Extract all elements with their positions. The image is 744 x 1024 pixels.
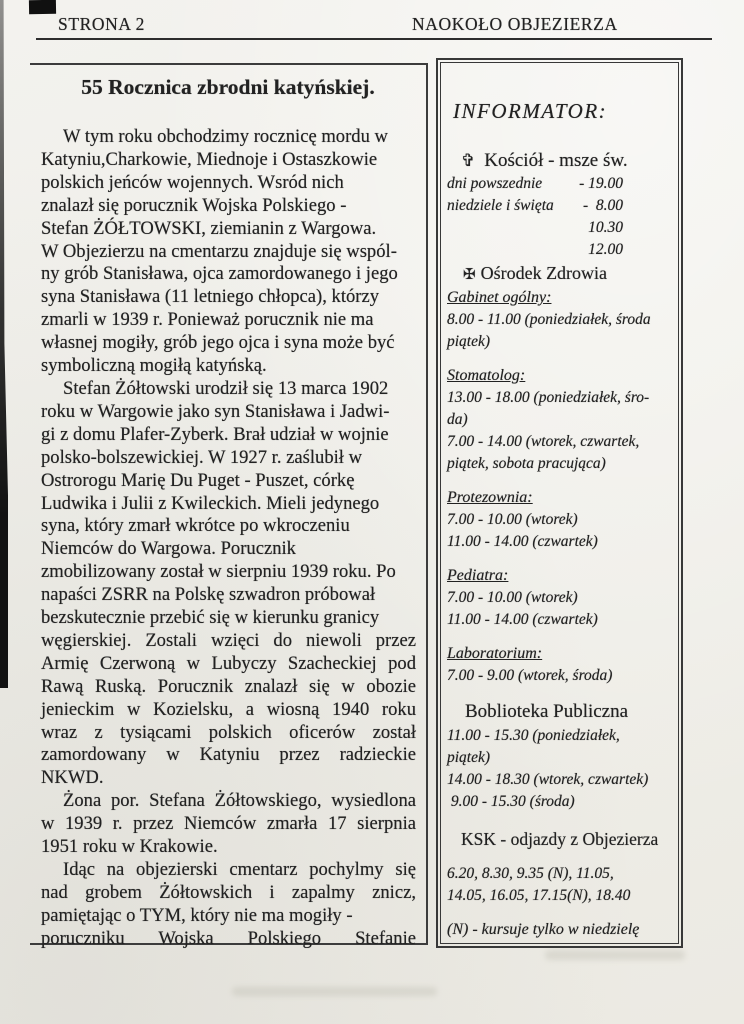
health-section-name: Gabinet ogólny:	[447, 289, 552, 306]
health-schedule	[447, 287, 674, 687]
mass-schedule-row	[447, 239, 674, 261]
bus-note: (N) - kursuje tylko w niedzielę	[447, 921, 640, 938]
article-line: Stefan ŻÓŁTOWSKI, ziemianin z Wargowa.	[41, 217, 377, 239]
mass-schedule-row	[447, 173, 674, 195]
health-section-hours: piątek)	[447, 333, 491, 350]
article-frame	[30, 63, 428, 949]
bus-departures-heading: KSK - odjazdy z Objezierza	[461, 829, 659, 849]
health-section-hours: 7.00 - 14.00 (wtorek, czwartek,	[447, 433, 640, 450]
scan-corner-artifact	[29, 0, 56, 14]
article-line: zmarli w 1939 r. Ponieważ porucznik nie ma	[41, 309, 374, 331]
mass-time: 12.00	[588, 241, 623, 258]
article-line: znalazł się porucznik Wojska Polskiego -	[41, 194, 347, 216]
article-line: polskich jeńców wojennych. Wsród nich	[41, 171, 344, 193]
article-line: NKWD.	[41, 767, 104, 789]
library-hours-line: piątek)	[447, 749, 491, 766]
scan-edge-artifact	[0, 0, 8, 688]
article-line: Ludwika i Julii z Kwileckich. Mieli jedynego	[41, 492, 380, 514]
bus-departure-times	[447, 863, 674, 907]
health-section-hours: 11.00 - 14.00 (czwartek)	[447, 611, 598, 628]
health-cross-icon: ✠	[463, 267, 476, 283]
mass-time: - 19.00	[579, 175, 623, 192]
article-line: zmobilizowany został w sierpniu 1939 roku. Po	[41, 561, 396, 583]
article-line: W Objezierzu na cmentarzu znajduje się wspól-	[41, 240, 397, 262]
article-line: Armię Czerwoną w Lubyczy Szacheckiej pod	[41, 652, 416, 674]
informator-box-inner	[440, 62, 679, 944]
health-section	[447, 287, 674, 353]
church-cross-icon: ✞	[461, 151, 476, 170]
informator-title: INFORMATOR:	[453, 99, 608, 123]
mass-schedule-row	[447, 195, 674, 217]
article-line: bezskutecznie przebić się w kierunku granicy	[41, 607, 380, 629]
church-heading	[461, 149, 674, 173]
article-line: Ostrorogu Marię Du Puget - Puszet, córkę	[41, 469, 355, 491]
health-section-hours: 8.00 - 11.00 (poniedziałek, środa	[447, 311, 651, 328]
health-section-hours: 7.00 - 10.00 (wtorek)	[447, 589, 578, 606]
health-section-hours: 11.00 - 14.00 (czwartek)	[447, 533, 598, 550]
article-line: węgierskiej. Zostali wzięci do niewoli przez	[41, 629, 416, 651]
article-line: wraz z tysiącami polskich oficerów został	[41, 721, 416, 743]
health-section-hours: da)	[447, 411, 468, 428]
article-line: Rawą Ruską. Porucznik znalazł się w obozie	[41, 675, 416, 697]
article-line: gi z domu Plafer-Zyberk. Brał udział w wojnie	[41, 423, 389, 445]
article-line: pamiętając o TYM, który nie ma mogiły -	[41, 904, 353, 926]
article-line: Katyniu,Charkowie, Miednoje i Ostaszkowie	[41, 148, 378, 170]
article-line: symboliczną mogiłą katyńską.	[41, 355, 267, 377]
library-heading: Boblioteka Publiczna	[465, 701, 629, 722]
page-number-label: STRONA 2	[58, 14, 145, 34]
bleed-through-artifact	[545, 950, 685, 960]
health-section	[447, 487, 674, 553]
article-line: Idąc na objezierski cmentarz pochylmy się	[63, 859, 416, 880]
article-line: nad grobem Żółtowskich i zapalmy znicz,	[41, 881, 416, 903]
library-hours-line: 14.00 - 18.30 (wtorek, czwartek)	[447, 771, 649, 788]
health-section-name: Stomatolog:	[447, 367, 526, 384]
article-line: napaści ZSRR na Polskę szwadron próbował	[41, 584, 376, 606]
article-line: w 1939 r. przez Niemców zmarła 17 sierpnia	[41, 813, 416, 835]
health-section-name: Laboratorium:	[447, 645, 543, 662]
church-heading-label: Kościół - msze św.	[484, 150, 628, 171]
article-line: syna, który zmarł wkrótce po wkroczeniu	[41, 515, 350, 537]
article-line: Stefan Żółtowski urodził się 13 marca 1902	[63, 377, 389, 399]
health-section-hours: 7.00 - 9.00 (wtorek, środa)	[447, 667, 613, 684]
article-line: 1951 roku w Krakowie.	[41, 836, 218, 858]
mass-schedule-row	[447, 217, 674, 239]
health-section	[447, 643, 674, 687]
article-line: ny grób Stanisława, ojca zamordowanego i jego	[41, 263, 398, 285]
newsletter-title: NAOKOŁO OBJEZIERZA	[412, 14, 618, 34]
bus-times-line: 14.05, 16.05, 17.15(N), 18.40	[447, 887, 631, 904]
article-line: W tym roku obchodzimy rocznicę mordu w	[63, 126, 388, 147]
informator-box	[436, 58, 683, 948]
article-line: jenieckim w Kozielsku, a wiosną 1940 roku	[41, 698, 416, 720]
mass-time: - 8.00	[582, 197, 623, 214]
health-center-heading	[463, 261, 674, 287]
library-hours-line: 11.00 - 15.30 (poniedziałek,	[447, 727, 620, 744]
article-body	[30, 100, 426, 951]
health-section-name: Pediatra:	[447, 567, 509, 584]
article-line: roku w Wargowie jako syn Stanisława i Jadwi-	[41, 400, 390, 422]
mass-day-label	[447, 239, 565, 261]
article-line: Niemców do Wargowa. Porucznik	[41, 538, 296, 560]
article-line: własnej mogiły, grób jego ojca i syna może być	[41, 332, 395, 354]
health-section-hours: 7.00 - 10.00 (wtorek)	[447, 511, 578, 528]
article-line: poruczniku Wojska Polskiego Stefanie	[41, 927, 416, 949]
mass-time: 10.30	[588, 219, 623, 236]
mass-schedule	[447, 173, 674, 261]
bleed-through-artifact	[232, 987, 437, 996]
health-section-hours: piątek, sobota pracująca)	[447, 455, 606, 472]
health-section	[447, 365, 674, 475]
library-hours-line: 9.00 - 15.30 (środa)	[447, 793, 575, 810]
health-section-name: Protezownia:	[447, 489, 533, 506]
header-rule	[36, 38, 712, 40]
health-section-hours: 13.00 - 18.00 (poniedziałek, śro-	[447, 389, 650, 406]
mass-day-label	[447, 217, 565, 239]
health-section	[447, 565, 674, 631]
mass-day-label: niedziele i święta	[447, 197, 554, 214]
article-line: zamordowany w Katyniu przez radzieckie	[41, 744, 416, 766]
article-line: syna Stanisława (11 letniego chłopca), którzy	[41, 286, 380, 308]
library-schedule	[447, 725, 674, 813]
article-title: 55 Rocznica zbrodni katyńskiej.	[81, 75, 375, 99]
mass-day-label: dni powszednie	[447, 175, 543, 192]
bus-times-line: 6.20, 8.30, 9.35 (N), 11.05,	[447, 865, 614, 882]
health-heading-label: Ośrodek Zdrowia	[480, 263, 608, 283]
article-line: Żona por. Stefana Żółtowskiego, wysiedlona	[63, 790, 416, 812]
article-line: polsko-bolszewickiej. W 1927 r. zaślubił w	[41, 446, 363, 468]
